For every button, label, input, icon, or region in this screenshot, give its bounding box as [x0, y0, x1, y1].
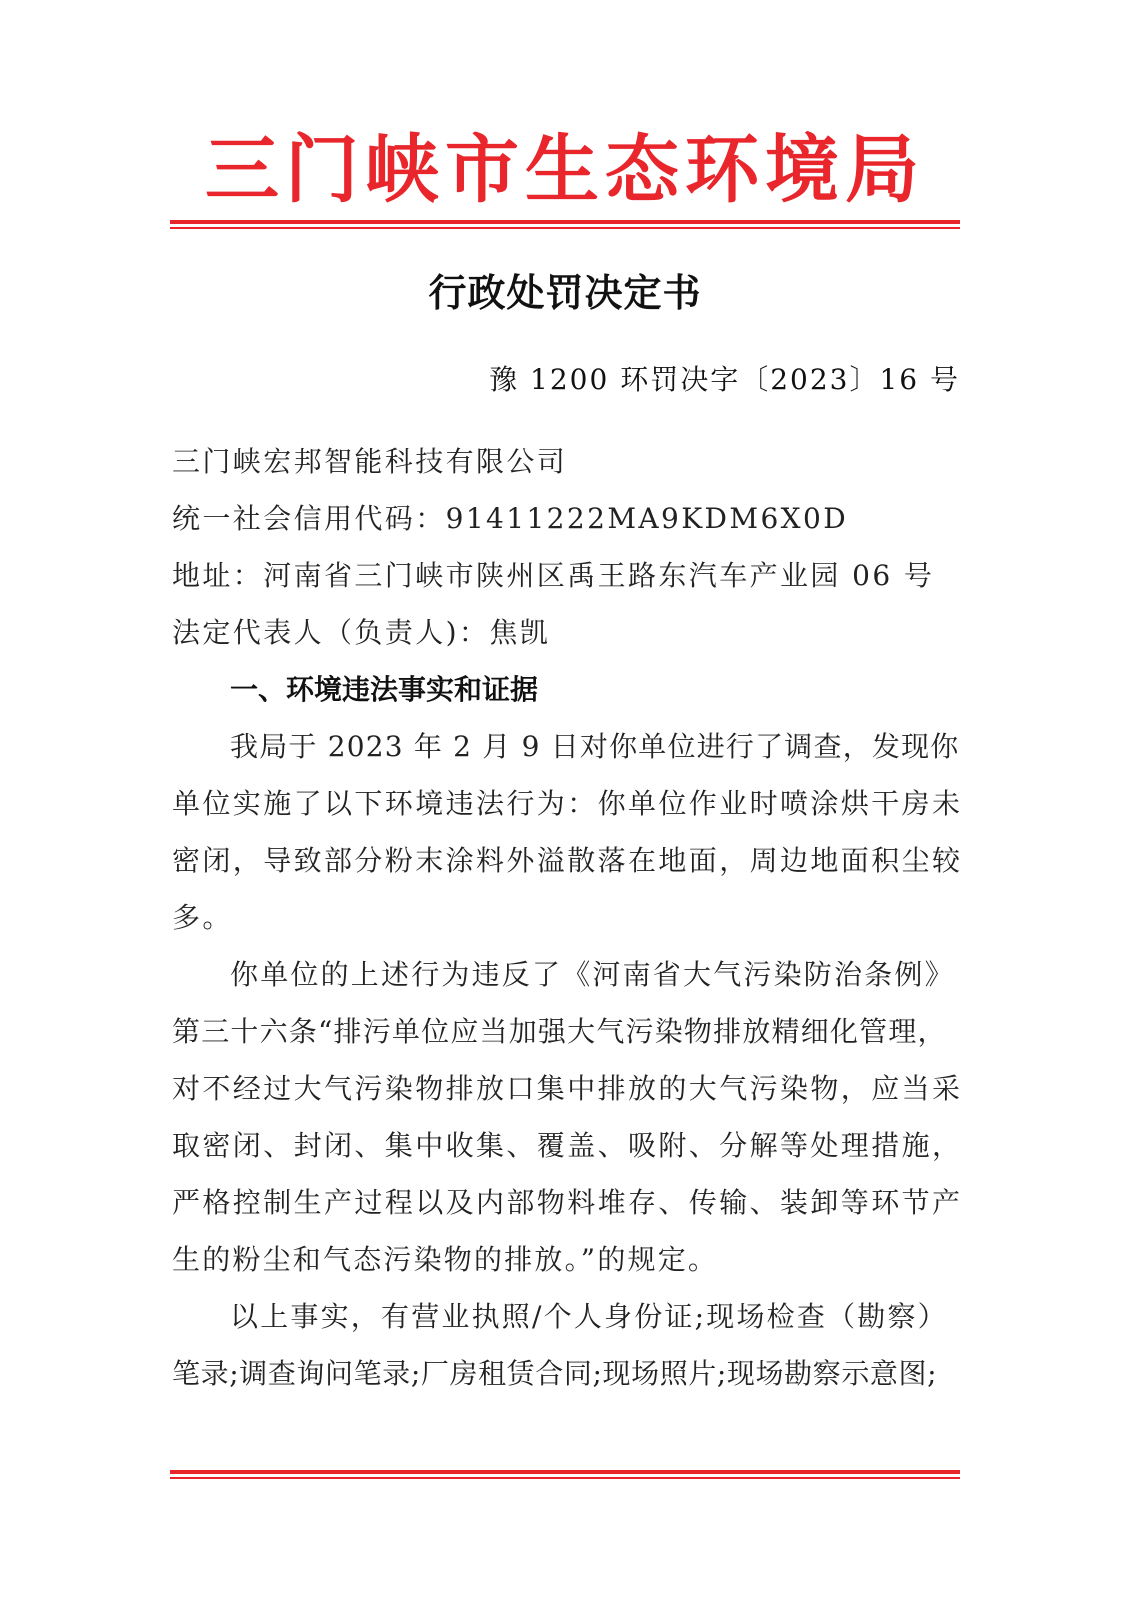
representative-line: 法定代表人（负责人)：焦凯: [172, 616, 551, 649]
footer-red-rule: [170, 1470, 960, 1479]
paragraph-line: 笔录;调查询问笔录;厂房租赁合同;现场照片;现场勘察示意图;: [172, 1357, 938, 1390]
paragraph-line: 密闭，导致部分粉末涂料外溢散落在地面，周边地面积尘较: [172, 844, 963, 877]
paragraph-line: 第三十六条“排污单位应当加强大气污染物排放精细化管理，: [172, 1015, 947, 1048]
section-heading-facts: 一、环境违法事实和证据: [230, 673, 539, 706]
party-name: 三门峡宏邦智能科技有限公司: [172, 445, 568, 478]
document-title: 行政处罚决定书: [428, 270, 702, 315]
paragraph-line: 以上事实，有营业执照/个人身份证;现场检查（勘察）: [230, 1300, 948, 1333]
header-red-rule: [170, 220, 960, 229]
red-rule-thick: [170, 220, 960, 224]
address-line: 地址：河南省三门峡市陕州区禹王路东汽车产业园 06 号: [172, 559, 935, 592]
red-rule-thin: [170, 227, 960, 229]
organization-header: 三门峡市生态环境局: [205, 127, 925, 213]
paragraph-line: 单位实施了以下环境违法行为：你单位作业时喷涂烘干房未: [172, 787, 963, 820]
paragraph-line: 生的粉尘和气态污染物的排放。”的规定。: [172, 1243, 719, 1276]
red-rule-thick: [170, 1470, 960, 1474]
paragraph-line: 严格控制生产过程以及内部物料堆存、传输、装卸等环节产: [172, 1186, 963, 1219]
document-number: 豫 1200 环罚决字〔2023〕16 号: [489, 363, 960, 396]
paragraph-line: 我局于 2023 年 2 月 9 日对你单位进行了调查，发现你: [230, 730, 960, 763]
paragraph-line: 多。: [172, 901, 233, 934]
paragraph-line: 你单位的上述行为违反了《河南省大气污染防治条例》: [230, 958, 955, 991]
red-rule-thin: [170, 1477, 960, 1479]
paragraph-line: 对不经过大气污染物排放口集中排放的大气污染物，应当采: [172, 1072, 963, 1105]
paragraph-line: 取密闭、封闭、集中收集、覆盖、吸附、分解等处理措施，: [172, 1129, 963, 1162]
credit-code-line: 统一社会信用代码：91411222MA9KDM6X0D: [172, 502, 849, 535]
